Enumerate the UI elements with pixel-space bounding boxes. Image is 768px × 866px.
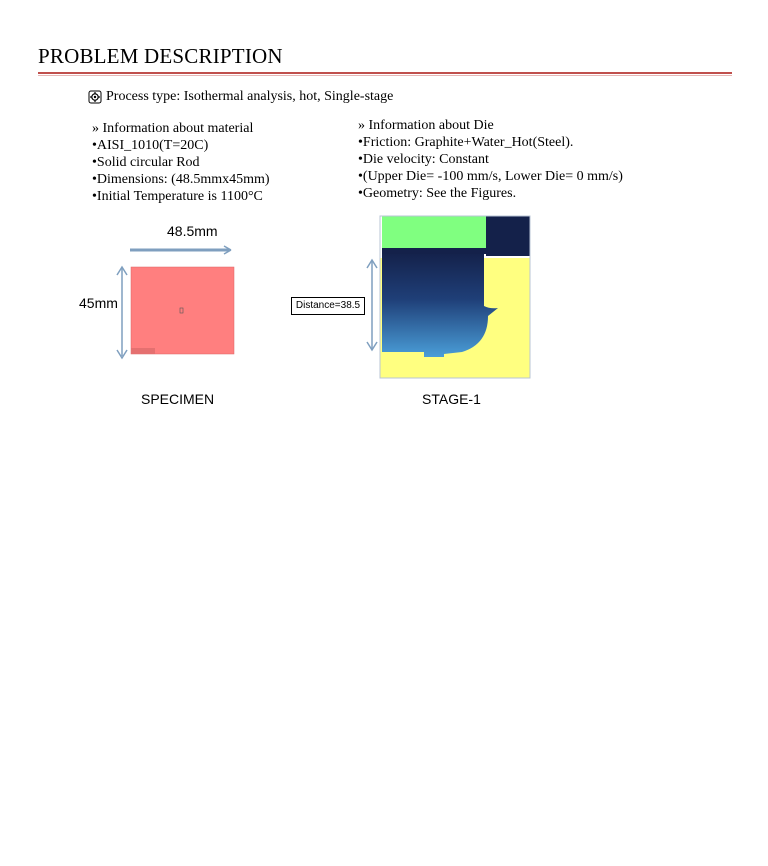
list-item: •Geometry: See the Figures. <box>358 186 517 201</box>
title-underline <box>38 72 732 74</box>
material-heading: » Information about material <box>92 121 254 136</box>
width-arrow <box>130 246 231 254</box>
upper-die-holder <box>486 216 530 256</box>
list-item: •Dimensions: (48.5mmx45mm) <box>92 172 270 187</box>
distance-label: Distance=38.5 <box>291 297 365 315</box>
process-type-text: Process type: Isothermal analysis, hot, Single-stage <box>106 89 394 104</box>
process-type-line <box>88 89 393 105</box>
list-item: •AISI_1010(T=20C) <box>92 138 209 153</box>
list-item: •(Upper Die= -100 mm/s, Lower Die= 0 mm/s) <box>358 169 623 184</box>
title-underline-shadow <box>38 75 732 76</box>
list-item: •Friction: Graphite+Water_Hot(Steel). <box>358 135 574 150</box>
specimen-block <box>131 267 234 354</box>
stage1-caption: STAGE-1 <box>422 391 481 407</box>
material-info <box>92 120 270 205</box>
specimen-diagram <box>110 240 250 365</box>
list-item: •Die velocity: Constant <box>358 152 489 167</box>
stage1-diagram <box>362 214 534 380</box>
height-arrow <box>117 267 127 358</box>
specimen-caption: SPECIMEN <box>141 391 215 407</box>
distance-arrow <box>367 260 377 350</box>
list-item: •Initial Temperature is 1100°C <box>92 189 263 204</box>
upper-die <box>382 216 486 248</box>
specimen-height-label: 45mm <box>79 295 118 311</box>
die-heading: » Information about Die <box>358 118 494 133</box>
list-item: •Solid circular Rod <box>92 155 200 170</box>
die-info <box>358 117 623 202</box>
gear-icon <box>88 90 102 104</box>
specimen-width-label: 48.5mm <box>167 223 218 239</box>
page-title: PROBLEM DESCRIPTION <box>38 44 283 68</box>
